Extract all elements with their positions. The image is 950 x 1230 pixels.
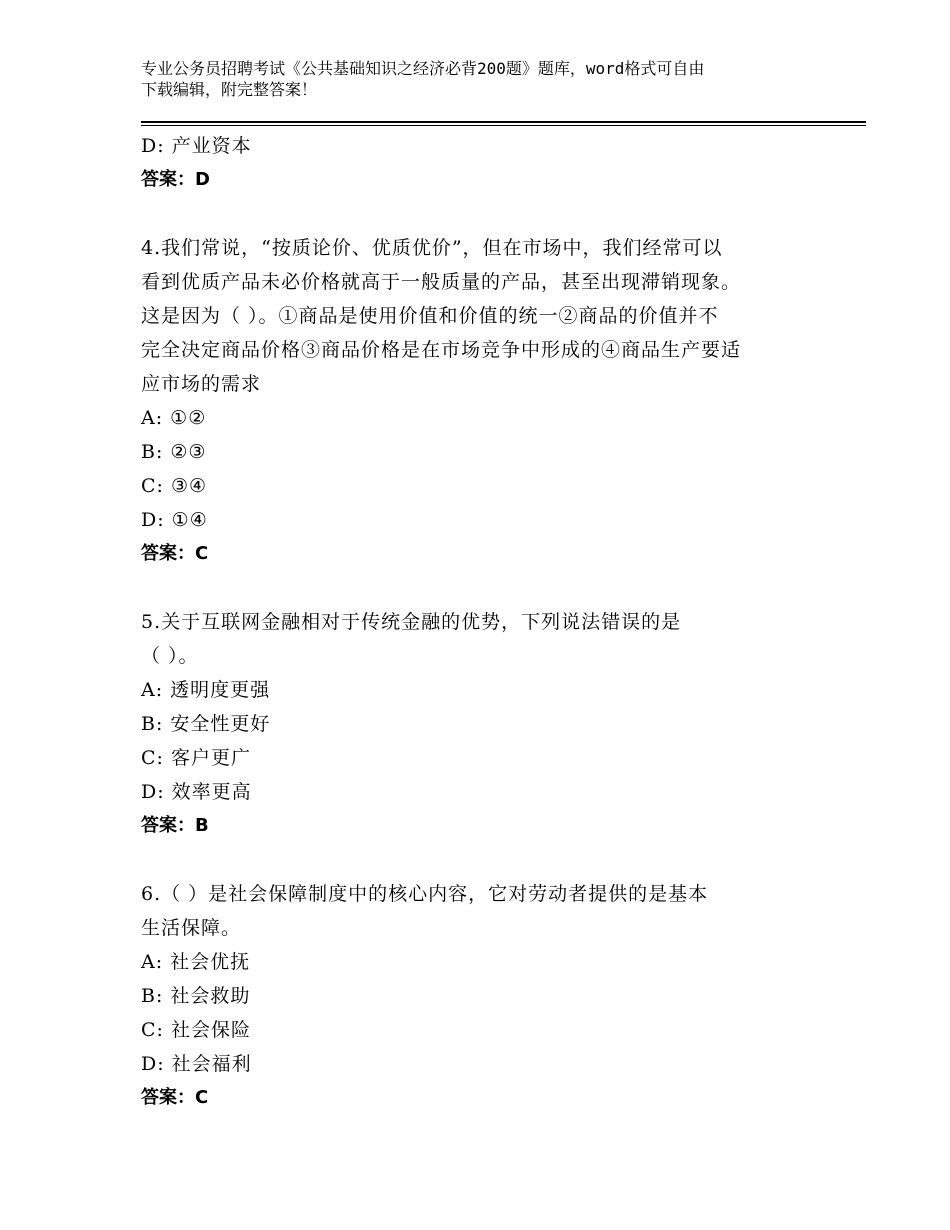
q3-answer: 答案：D <box>141 169 210 190</box>
option-a: A: ①② <box>141 407 207 429</box>
header-line-1: 专业公务员招聘考试《公共基础知识之经济必背200题》题库，word格式可自由 <box>141 59 705 78</box>
option-a: A: 透明度更强 <box>141 679 271 701</box>
option-a: A: 社会优抚 <box>141 951 251 973</box>
option-d: D: 社会福利 <box>141 1053 252 1075</box>
option-d: D: 效率更高 <box>141 781 252 803</box>
header-rule-thin <box>141 125 866 126</box>
question-stem-line: （ ）。 <box>141 645 199 667</box>
question-list <box>141 129 821 1115</box>
question-5 <box>141 605 821 843</box>
answer: 答案：C <box>141 543 209 564</box>
question-stem-line: 完全决定商品价格③商品价格是在市场竞争中形成的④商品生产要适 <box>141 339 742 361</box>
option-b: B: 安全性更好 <box>141 713 271 735</box>
question-stem-line: 应市场的需求 <box>141 373 262 395</box>
header-rule-thick <box>141 121 866 123</box>
question-stem-line: 6.（ ）是社会保障制度中的核心内容，它对劳动者提供的是基本 <box>141 883 709 905</box>
header-line-2: 下载编辑，附完整答案！ <box>141 80 318 99</box>
answer: 答案：C <box>141 1087 209 1108</box>
question-stem-line: 看到优质产品未必价格就高于一般质量的产品，甚至出现滞销现象。 <box>141 271 742 293</box>
question-stem-line: 生活保障。 <box>141 917 242 939</box>
option-c: C: ③④ <box>141 475 208 497</box>
spacer <box>141 843 821 877</box>
question-stem-line: 4.我们常说，“按质论价、优质优价”，但在市场中，我们经常可以 <box>141 237 723 259</box>
option-c: C: 社会保险 <box>141 1019 251 1041</box>
question-stem-line: 5.关于互联网金融相对于传统金融的优势，下列说法错误的是 <box>141 611 682 633</box>
q3-option-d: D: 产业资本 <box>141 135 252 157</box>
answer: 答案：B <box>141 815 209 836</box>
question-4 <box>141 231 821 571</box>
question-stem-line: 这是因为（ ）。①商品是使用价值和价值的统一②商品的价值并不 <box>141 305 719 327</box>
option-b: B: ②③ <box>141 441 207 463</box>
spacer <box>141 197 821 231</box>
document-header <box>141 58 821 100</box>
question-6 <box>141 877 821 1115</box>
option-d: D: ①④ <box>141 509 208 531</box>
option-b: B: 社会救助 <box>141 985 251 1007</box>
spacer <box>141 571 821 605</box>
option-c: C: 客户更广 <box>141 747 251 769</box>
